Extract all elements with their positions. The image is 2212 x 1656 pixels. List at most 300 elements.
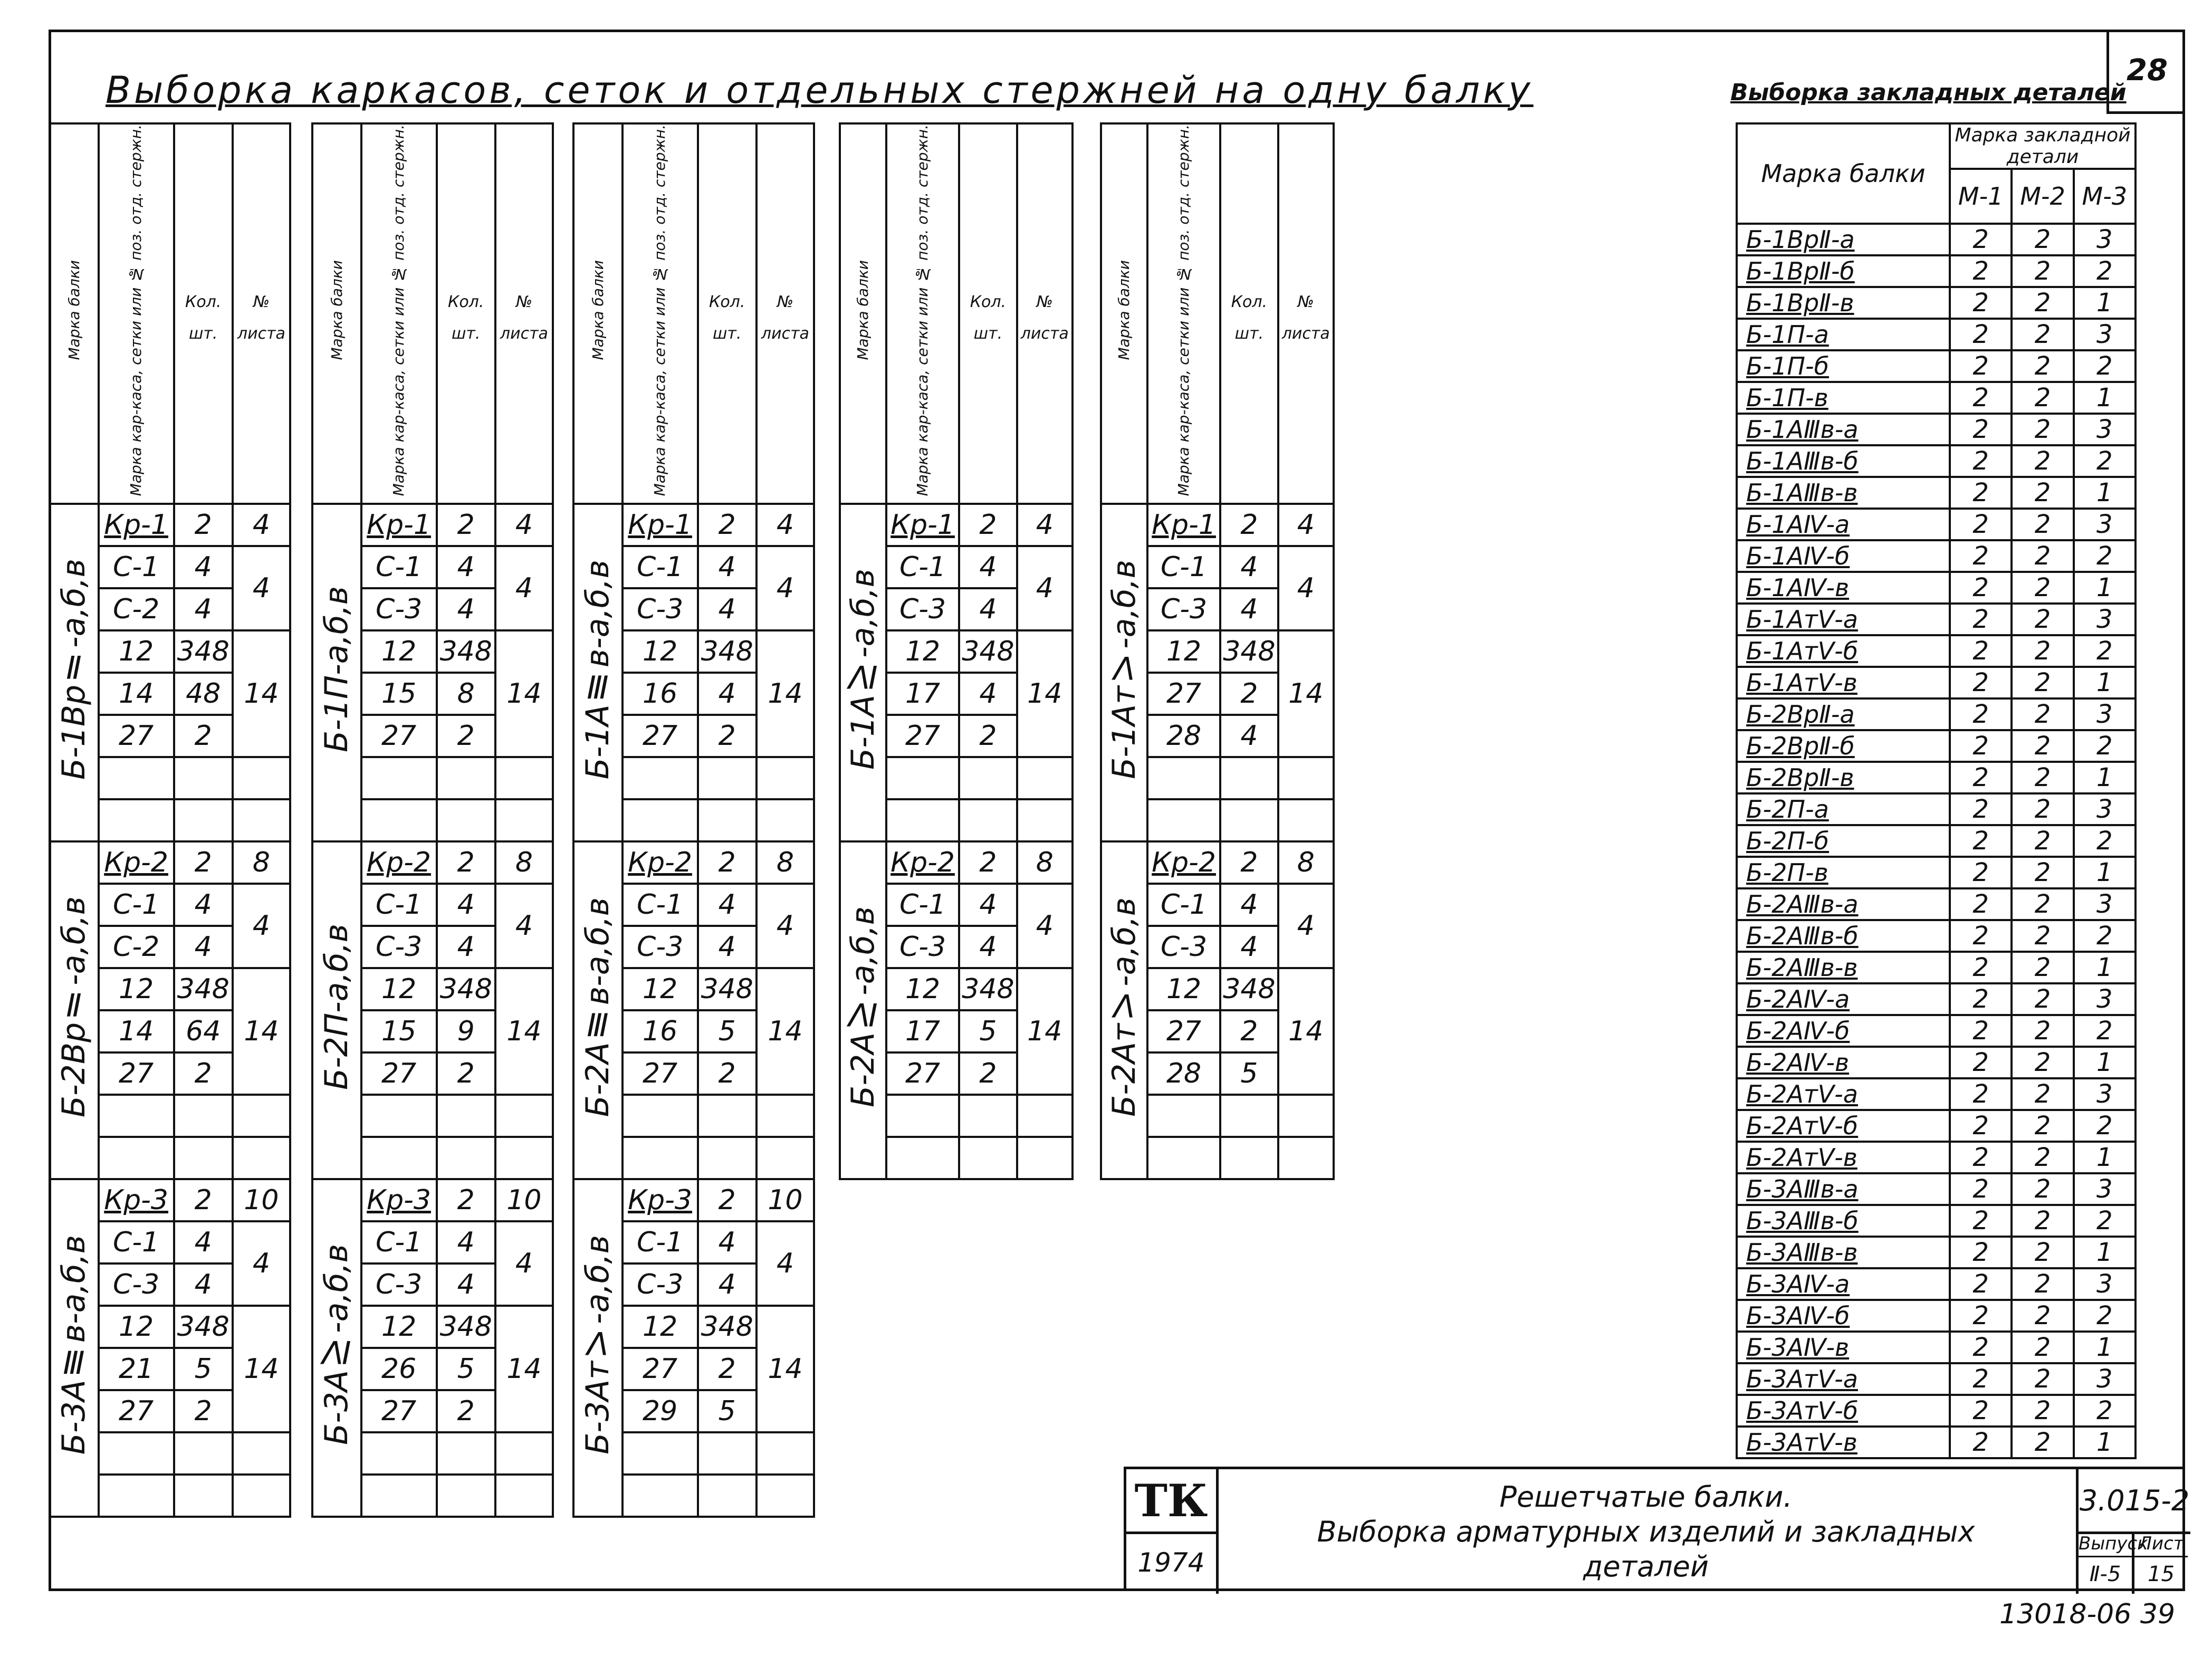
item-mark-cell bbox=[99, 799, 174, 841]
emb-count: 2 bbox=[1950, 509, 2012, 540]
emb-count: 2 bbox=[1950, 1395, 2012, 1427]
item-mark-cell: Кр-3 bbox=[99, 1179, 174, 1221]
emb-beam-mark: Б-2АтⅤ-в bbox=[1737, 1142, 1950, 1173]
sheet-cell: 10 bbox=[495, 1179, 553, 1221]
table-row bbox=[573, 1179, 814, 1221]
item-mark-cell bbox=[361, 1432, 437, 1475]
beam-header-item-mark bbox=[1147, 123, 1221, 504]
beam-mark-cell bbox=[573, 1179, 623, 1517]
table-row bbox=[50, 504, 290, 546]
emb-count: 2 bbox=[2012, 1395, 2073, 1427]
emb-beam-mark: Б-1ВрⅡ-в bbox=[1737, 287, 1950, 319]
qty-cell: 4 bbox=[698, 926, 757, 968]
qty-cell: 348 bbox=[698, 1306, 757, 1348]
item-mark-cell: С-1 bbox=[886, 546, 960, 588]
beam-header-beam-mark bbox=[1101, 123, 1147, 504]
emb-beam-mark: Б-2ВрⅡ-б bbox=[1737, 730, 1950, 762]
item-mark-cell: Кр-2 bbox=[886, 841, 960, 884]
emb-count: 2 bbox=[1950, 445, 2012, 477]
qty-cell: 2 bbox=[959, 1052, 1017, 1095]
item-mark-cell: 27 bbox=[886, 1052, 960, 1095]
item-mark-cell: С-3 bbox=[99, 1263, 174, 1306]
sheet-cell bbox=[233, 799, 290, 841]
beam-header-text: Кол. шт. bbox=[709, 292, 745, 343]
item-mark-cell: 12 bbox=[623, 1306, 698, 1348]
qty-cell: 48 bbox=[174, 673, 233, 715]
qty-cell bbox=[698, 1137, 757, 1179]
item-mark-cell: С-3 bbox=[623, 926, 698, 968]
emb-count: 3 bbox=[2074, 1078, 2136, 1110]
emb-count: 2 bbox=[1950, 888, 2012, 920]
qty-cell: 4 bbox=[437, 588, 495, 630]
item-mark-cell: С-1 bbox=[99, 884, 174, 926]
emb-count: 2 bbox=[1950, 319, 2012, 350]
item-mark-cell: Кр-1 bbox=[623, 504, 698, 546]
qty-cell bbox=[698, 799, 757, 841]
item-mark-cell: Кр-3 bbox=[361, 1179, 437, 1221]
qty-cell: 2 bbox=[437, 1390, 495, 1432]
table-row bbox=[1737, 1078, 2136, 1110]
emb-count: 2 bbox=[2012, 1173, 2073, 1205]
item-mark-cell: С-1 bbox=[99, 1221, 174, 1263]
beam-mark: Б-2АтⅤ-а,б,в bbox=[1105, 897, 1143, 1117]
emb-count: 2 bbox=[2012, 1237, 2073, 1268]
beam-mark-cell bbox=[312, 841, 361, 1179]
sheet-cell: 14 bbox=[1017, 630, 1073, 757]
qty-cell: 2 bbox=[1220, 1010, 1278, 1052]
table-row bbox=[573, 841, 814, 884]
emb-count: 2 bbox=[2012, 350, 2073, 382]
item-mark-cell: 12 bbox=[623, 630, 698, 673]
tk-logo: ТК bbox=[1126, 1469, 1219, 1534]
table-row bbox=[1737, 635, 2136, 667]
sheet-cell: 4 bbox=[495, 884, 553, 968]
beam-table bbox=[1100, 122, 1335, 1180]
beam-header-qty bbox=[959, 123, 1017, 504]
item-mark-cell bbox=[99, 1137, 174, 1179]
qty-cell bbox=[437, 1475, 495, 1517]
item-mark-cell: 28 bbox=[1147, 1052, 1221, 1095]
sheet-cell: 14 bbox=[1278, 630, 1334, 757]
sheet-cell: 4 bbox=[1278, 546, 1334, 630]
emb-count: 2 bbox=[2074, 350, 2136, 382]
emb-count: 2 bbox=[2074, 1015, 2136, 1047]
qty-cell bbox=[437, 1095, 495, 1137]
qty-cell bbox=[959, 757, 1017, 799]
emb-count: 2 bbox=[1950, 1078, 2012, 1110]
footer-number: 13018-06 39 bbox=[1999, 1598, 2176, 1630]
item-mark-cell: Кр-1 bbox=[99, 504, 174, 546]
qty-cell: 4 bbox=[174, 1221, 233, 1263]
beam-header-qty bbox=[174, 123, 233, 504]
emb-count: 1 bbox=[2074, 572, 2136, 604]
emb-count: 2 bbox=[2012, 287, 2073, 319]
qty-cell bbox=[437, 757, 495, 799]
qty-cell: 4 bbox=[698, 884, 757, 926]
qty-cell: 2 bbox=[437, 504, 495, 546]
qty-cell bbox=[959, 1095, 1017, 1137]
qty-cell bbox=[1220, 799, 1278, 841]
table-row bbox=[1737, 1268, 2136, 1300]
qty-cell bbox=[174, 1095, 233, 1137]
emb-beam-mark: Б-2АⅣ-а bbox=[1737, 983, 1950, 1015]
emb-count: 3 bbox=[2074, 1268, 2136, 1300]
item-mark-cell bbox=[886, 1095, 960, 1137]
emb-beam-mark: Б-1АⅢв-а bbox=[1737, 414, 1950, 445]
qty-cell: 5 bbox=[698, 1010, 757, 1052]
emb-count: 3 bbox=[2074, 888, 2136, 920]
item-mark-cell bbox=[623, 1137, 698, 1179]
emb-count: 3 bbox=[2074, 1363, 2136, 1395]
table-row bbox=[1737, 1332, 2136, 1363]
emb-count: 2 bbox=[2012, 1110, 2073, 1142]
emb-beam-mark: Б-2АⅢв-б bbox=[1737, 920, 1950, 952]
qty-cell: 348 bbox=[959, 630, 1017, 673]
sheet-cell bbox=[233, 1475, 290, 1517]
emb-count: 2 bbox=[2012, 952, 2073, 983]
table-row bbox=[1737, 255, 2136, 287]
emb-count: 2 bbox=[2012, 572, 2073, 604]
qty-cell bbox=[959, 1137, 1017, 1179]
item-mark-cell: С-1 bbox=[1147, 546, 1221, 588]
emb-beam-mark: Б-2П-а bbox=[1737, 793, 1950, 825]
item-mark-cell: 26 bbox=[361, 1348, 437, 1390]
emb-count: 2 bbox=[1950, 1363, 2012, 1395]
emb-count: 2 bbox=[2012, 920, 2073, 952]
beam-mark: Б-2АⅣ-а,б,в bbox=[844, 906, 882, 1108]
item-mark-cell: 15 bbox=[361, 673, 437, 715]
emb-count: 2 bbox=[2012, 1015, 2073, 1047]
qty-cell: 348 bbox=[959, 968, 1017, 1010]
item-mark-cell bbox=[623, 1095, 698, 1137]
qty-cell bbox=[698, 757, 757, 799]
item-mark-cell: С-3 bbox=[886, 588, 960, 630]
sheet-cell bbox=[495, 1432, 553, 1475]
emb-beam-mark: Б-2АⅣ-в bbox=[1737, 1047, 1950, 1078]
emb-count: 3 bbox=[2074, 604, 2136, 635]
item-mark-cell: 27 bbox=[623, 1348, 698, 1390]
item-mark-cell: Кр-2 bbox=[1147, 841, 1221, 884]
sheet-cell: 4 bbox=[1017, 504, 1073, 546]
item-mark-cell: 12 bbox=[361, 968, 437, 1010]
embedded-details-table bbox=[1736, 122, 2137, 1459]
emb-count: 3 bbox=[2074, 793, 2136, 825]
item-mark-cell bbox=[361, 1095, 437, 1137]
qty-cell: 2 bbox=[437, 715, 495, 757]
beam-mark: Б-3АⅣ-а,б,в bbox=[318, 1244, 356, 1446]
qty-cell: 4 bbox=[698, 1221, 757, 1263]
emb-count: 2 bbox=[2012, 1427, 2073, 1458]
beam-header-beam-mark bbox=[840, 123, 886, 504]
emb-beam-mark: Б-1АⅣ-а bbox=[1737, 509, 1950, 540]
qty-cell bbox=[959, 799, 1017, 841]
table-row bbox=[1737, 319, 2136, 350]
qty-cell: 4 bbox=[174, 546, 233, 588]
emb-count: 2 bbox=[2074, 920, 2136, 952]
item-mark-cell bbox=[99, 1432, 174, 1475]
qty-cell: 348 bbox=[174, 1306, 233, 1348]
qty-cell: 2 bbox=[437, 1179, 495, 1221]
sheet-cell: 14 bbox=[757, 1306, 814, 1432]
emb-count: 3 bbox=[2074, 224, 2136, 255]
main-title: Выборка каркасов, сеток и отдельных стержней на одну балку bbox=[106, 69, 1534, 112]
sheet-cell bbox=[233, 757, 290, 799]
qty-cell: 348 bbox=[437, 630, 495, 673]
emb-beam-mark: Б-1АⅣ-в bbox=[1737, 572, 1950, 604]
qty-cell: 4 bbox=[174, 884, 233, 926]
title-block bbox=[1124, 1467, 2190, 1591]
beam-header-beam-mark bbox=[573, 123, 623, 504]
emb-count: 2 bbox=[2012, 477, 2073, 509]
sheet-cell: 4 bbox=[1278, 884, 1334, 968]
qty-cell: 4 bbox=[437, 884, 495, 926]
qty-cell bbox=[437, 1432, 495, 1475]
beam-header-text: Марка кар-каса, сетки или № поз. отд. стержн. bbox=[390, 125, 408, 496]
beam-header-text: Кол. шт. bbox=[185, 292, 222, 343]
qty-cell: 5 bbox=[174, 1348, 233, 1390]
qty-cell bbox=[174, 1137, 233, 1179]
beam-mark-cell bbox=[573, 504, 623, 841]
item-mark-cell: 16 bbox=[623, 1010, 698, 1052]
qty-cell: 2 bbox=[174, 1390, 233, 1432]
qty-cell: 4 bbox=[1220, 884, 1278, 926]
sheet-cell bbox=[495, 1137, 553, 1179]
qty-cell: 348 bbox=[437, 1306, 495, 1348]
item-mark-cell: Кр-1 bbox=[886, 504, 960, 546]
item-mark-cell: Кр-2 bbox=[99, 841, 174, 884]
item-mark-cell: 12 bbox=[99, 630, 174, 673]
stamp-description bbox=[1219, 1469, 2073, 1594]
sheet-cell: 8 bbox=[495, 841, 553, 884]
emb-count: 1 bbox=[2074, 1427, 2136, 1458]
beam-header-item-mark bbox=[623, 123, 698, 504]
emb-count: 2 bbox=[2074, 255, 2136, 287]
table-row bbox=[1737, 1173, 2136, 1205]
beam-mark: Б-2П-а,б,в bbox=[318, 924, 356, 1090]
qty-cell: 2 bbox=[174, 504, 233, 546]
sheet-cell: 4 bbox=[1017, 884, 1073, 968]
stamp-issue-label: Выпуск bbox=[2079, 1531, 2132, 1557]
table-row bbox=[1737, 509, 2136, 540]
emb-count: 2 bbox=[1950, 730, 2012, 762]
beam-mark: Б-1ВрⅡ-а,б,в bbox=[55, 559, 93, 780]
emb-count: 2 bbox=[2012, 1047, 2073, 1078]
emb-beam-mark: Б-2АтⅤ-б bbox=[1737, 1110, 1950, 1142]
beam-header-qty bbox=[1220, 123, 1278, 504]
emb-count: 2 bbox=[1950, 1300, 2012, 1332]
beam-header-text: Марка балки bbox=[65, 260, 83, 360]
emb-count: 2 bbox=[2012, 509, 2073, 540]
sheet-cell: 8 bbox=[1017, 841, 1073, 884]
item-mark-cell bbox=[623, 1432, 698, 1475]
emb-beam-mark: Б-3АтⅤ-а bbox=[1737, 1363, 1950, 1395]
sheet-cell: 10 bbox=[233, 1179, 290, 1221]
emb-count: 2 bbox=[2012, 445, 2073, 477]
sheet-cell bbox=[1278, 799, 1334, 841]
emb-count: 2 bbox=[2012, 857, 2073, 888]
item-mark-cell: 14 bbox=[99, 673, 174, 715]
item-mark-cell: 12 bbox=[361, 630, 437, 673]
sheet-cell bbox=[1017, 799, 1073, 841]
item-mark-cell: С-3 bbox=[886, 926, 960, 968]
sheet-cell: 14 bbox=[757, 630, 814, 757]
table-row bbox=[1737, 224, 2136, 255]
beam-mark: Б-2ВрⅡ-а,б,в bbox=[55, 896, 93, 1118]
sheet-cell: 4 bbox=[1017, 546, 1073, 630]
table-row bbox=[1737, 1363, 2136, 1395]
emb-count: 2 bbox=[2012, 255, 2073, 287]
qty-cell: 2 bbox=[698, 1052, 757, 1095]
beam-mark-cell bbox=[50, 504, 99, 841]
qty-cell: 2 bbox=[698, 504, 757, 546]
emb-beam-mark: Б-1П-а bbox=[1737, 319, 1950, 350]
emb-col-header: М-1 bbox=[1950, 169, 2012, 224]
item-mark-cell: С-2 bbox=[99, 588, 174, 630]
table-row bbox=[50, 1179, 290, 1221]
item-mark-cell: 27 bbox=[623, 715, 698, 757]
item-mark-cell: 27 bbox=[99, 1390, 174, 1432]
table-row bbox=[1737, 952, 2136, 983]
stamp-line1: Решетчатые балки. bbox=[1499, 1480, 1793, 1514]
sheet-cell: 14 bbox=[1278, 968, 1334, 1095]
emb-count: 2 bbox=[1950, 540, 2012, 572]
sheet-cell: 8 bbox=[233, 841, 290, 884]
emb-count: 2 bbox=[2012, 1205, 2073, 1237]
item-mark-cell bbox=[361, 1137, 437, 1179]
beam-table bbox=[839, 122, 1074, 1180]
qty-cell: 4 bbox=[1220, 926, 1278, 968]
qty-cell bbox=[1220, 1095, 1278, 1137]
qty-cell: 4 bbox=[174, 1263, 233, 1306]
beam-mark-cell bbox=[573, 841, 623, 1179]
beam-header-sheet bbox=[1017, 123, 1073, 504]
qty-cell: 2 bbox=[1220, 504, 1278, 546]
side-note bbox=[16, 844, 47, 1266]
emb-beam-mark: Б-1АтⅤ-в bbox=[1737, 667, 1950, 698]
item-mark-cell: Кр-2 bbox=[623, 841, 698, 884]
qty-cell: 4 bbox=[959, 926, 1017, 968]
item-mark-cell: 29 bbox=[623, 1390, 698, 1432]
sheet-cell: 14 bbox=[233, 630, 290, 757]
sheet-cell: 4 bbox=[757, 884, 814, 968]
table-row bbox=[1101, 504, 1334, 546]
item-mark-cell: 17 bbox=[886, 673, 960, 715]
beam-mark: Б-1АⅣ-а,б,в bbox=[844, 569, 882, 770]
item-mark-cell: 27 bbox=[1147, 1010, 1221, 1052]
item-mark-cell: 27 bbox=[361, 1390, 437, 1432]
emb-count: 3 bbox=[2074, 983, 2136, 1015]
beam-mark: Б-1АⅢв-а,б,в bbox=[579, 559, 617, 779]
qty-cell bbox=[174, 757, 233, 799]
emb-count: 2 bbox=[2012, 1078, 2073, 1110]
emb-beam-mark: Б-2П-в bbox=[1737, 857, 1950, 888]
qty-cell: 2 bbox=[698, 715, 757, 757]
item-mark-cell bbox=[623, 1475, 698, 1517]
emb-count: 2 bbox=[2012, 1332, 2073, 1363]
beam-header-text: Марка кар-каса, сетки или № поз. отд. стержн. bbox=[651, 125, 669, 496]
table-row bbox=[312, 841, 553, 884]
emb-beam-mark: Б-1П-в bbox=[1737, 382, 1950, 414]
emb-count: 2 bbox=[2012, 698, 2073, 730]
beam-mark: Б-3АⅢв-а,б,в bbox=[55, 1234, 93, 1454]
sheet-cell bbox=[233, 1137, 290, 1179]
item-mark-cell: 14 bbox=[99, 1010, 174, 1052]
qty-cell bbox=[698, 1432, 757, 1475]
emb-count: 2 bbox=[2012, 414, 2073, 445]
stamp-code: 3.015-2 bbox=[2076, 1469, 2190, 1534]
qty-cell bbox=[437, 799, 495, 841]
emb-count: 2 bbox=[1950, 1332, 2012, 1363]
sheet-cell bbox=[495, 799, 553, 841]
item-mark-cell: Кр-1 bbox=[1147, 504, 1221, 546]
beam-mark-cell bbox=[312, 504, 361, 841]
emb-count: 2 bbox=[2074, 730, 2136, 762]
sheet-cell bbox=[495, 1475, 553, 1517]
table-row bbox=[1737, 540, 2136, 572]
qty-cell bbox=[698, 1095, 757, 1137]
item-mark-cell bbox=[886, 757, 960, 799]
item-mark-cell bbox=[361, 757, 437, 799]
emb-count: 2 bbox=[2012, 888, 2073, 920]
item-mark-cell bbox=[361, 1475, 437, 1517]
emb-count: 2 bbox=[2074, 1300, 2136, 1332]
item-mark-cell: Кр-3 bbox=[623, 1179, 698, 1221]
sheet-cell: 14 bbox=[233, 1306, 290, 1432]
item-mark-cell: Кр-2 bbox=[361, 841, 437, 884]
sheet-cell bbox=[1278, 1137, 1334, 1179]
qty-cell: 4 bbox=[698, 588, 757, 630]
table-row bbox=[840, 841, 1073, 884]
table-row bbox=[1737, 1015, 2136, 1047]
table-row bbox=[1737, 1205, 2136, 1237]
sheet-cell bbox=[757, 1095, 814, 1137]
emb-count: 2 bbox=[2012, 319, 2073, 350]
qty-cell: 348 bbox=[698, 968, 757, 1010]
qty-cell: 2 bbox=[174, 841, 233, 884]
beam-table bbox=[572, 122, 815, 1518]
qty-cell: 2 bbox=[174, 715, 233, 757]
qty-cell: 5 bbox=[437, 1348, 495, 1390]
beam-mark-cell bbox=[1101, 504, 1147, 841]
table-row bbox=[1737, 730, 2136, 762]
emb-count: 2 bbox=[1950, 1173, 2012, 1205]
beam-table bbox=[311, 122, 554, 1518]
item-mark-cell: 12 bbox=[99, 1306, 174, 1348]
item-mark-cell bbox=[99, 1095, 174, 1137]
item-mark-cell: 12 bbox=[1147, 968, 1221, 1010]
item-mark-cell bbox=[99, 757, 174, 799]
beam-header-item-mark bbox=[886, 123, 960, 504]
sheet-cell bbox=[1278, 757, 1334, 799]
qty-cell: 2 bbox=[1220, 841, 1278, 884]
item-mark-cell: 21 bbox=[99, 1348, 174, 1390]
qty-cell: 348 bbox=[174, 968, 233, 1010]
qty-cell: 2 bbox=[698, 841, 757, 884]
sheet-cell: 14 bbox=[757, 968, 814, 1095]
sheet-cell: 10 bbox=[757, 1179, 814, 1221]
emb-count: 1 bbox=[2074, 382, 2136, 414]
emb-count: 2 bbox=[2012, 382, 2073, 414]
emb-count: 3 bbox=[2074, 414, 2136, 445]
beam-header-qty bbox=[698, 123, 757, 504]
emb-col-header: М-3 bbox=[2074, 169, 2136, 224]
beam-header-sheet bbox=[495, 123, 553, 504]
emb-count: 2 bbox=[1950, 1110, 2012, 1142]
item-mark-cell: С-1 bbox=[361, 1221, 437, 1263]
stamp-sheet-label: Лист bbox=[2134, 1531, 2188, 1557]
sheet-cell: 4 bbox=[1278, 504, 1334, 546]
emb-beam-mark: Б-1АⅢв-б bbox=[1737, 445, 1950, 477]
